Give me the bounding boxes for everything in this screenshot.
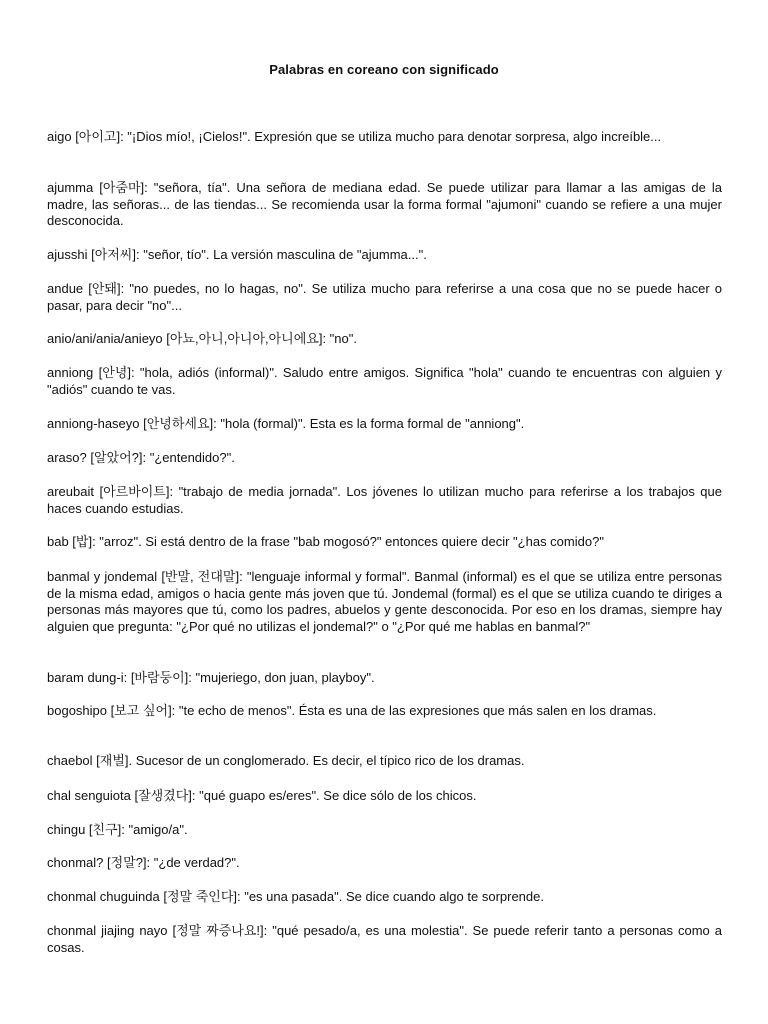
entry-chaebol: chaebol [재벌]. Sucesor de un conglomerado. Es decir, el típico rico de los dramas. (47, 753, 525, 768)
entry-chingu: chingu [친구]: "amigo/a". (47, 822, 188, 837)
entry-anniong: anniong [안녕]: "hola, adiós (informal)". Saludo entre amigos. Significa "hola" cuando te encuentras con alguien y "adiós" cuando te vas. (47, 365, 722, 397)
entry-chal-senguiota: chal senguiota [잘생겼다]: "qué guapo es/eres". Se dice sólo de los chicos. (47, 788, 477, 803)
entry-ajumma: ajumma [아줌마]: "señora, tía". Una señora de mediana edad. Se puede utilizar para llamar a las amigas de la madre, las señoras... de las tiendas... Se recomienda usar la forma formal "ajumoni" cuando se refiere a una mujer desconocida. (47, 180, 722, 228)
entry-areubait: areubait [아르바이트]: "trabajo de media jornada". Los jóvenes lo utilizan mucho para referirse a los trabajos que haces cuando estudias. (47, 484, 722, 516)
entry-bogoshipo: bogoshipo [보고 싶어]: "te echo de menos". Ésta es una de las expresiones que más salen en los dramas. (47, 703, 657, 718)
entry-anio: anio/ani/ania/anieyo [아뇨,아니,아니아,아니에요]: "no". (47, 331, 357, 346)
entry-baram-dung-i: baram dung-i: [바람둥이]: "mujeriego, don juan, playboy". (47, 670, 375, 685)
entry-bab: bab [밥]: "arroz". Si está dentro de la frase "bab mogosó?" entonces quiere decir "¿has comido?" (47, 534, 604, 549)
entry-andue: andue [안돼]: "no puedes, no lo hagas, no". Se utiliza mucho para referirse a una cosa que no se puede hacer o pasar, para decir "no"... (47, 281, 722, 313)
entry-anniong-haseyo: anniong-haseyo [안녕하세요]: "hola (formal)". Esta es la forma formal de "anniong". (47, 416, 525, 431)
entry-chonmal-jiajing-nayo: chonmal jiajing nayo [정말 짜증나요!]: "qué pesado/a, es una molestia". Se puede referir tanto a personas como a cosas. (47, 923, 722, 955)
entry-ajusshi: ajusshi [아저씨]: "señor, tío". La versión masculina de "ajumma...". (47, 247, 427, 262)
entry-chonmal-chuguinda: chonmal chuguinda [정말 죽인다]: "es una pasada". Se dice cuando algo te sorprende. (47, 889, 544, 904)
entry-araso: araso? [알았어?]: "¿entendido?". (47, 450, 235, 465)
entry-aigo: aigo [아이고]: "¡Dios mío!, ¡Cielos!". Expresión que se utiliza mucho para denotar sorpresa, algo increíble... (47, 129, 662, 144)
page-title: Palabras en coreano con significado (269, 62, 499, 77)
entry-banmal-jondemal: banmal y jondemal [반말, 전대말]: "lenguaje informal y formal". Banmal (informal) es el que se utiliza entre personas de la misma edad, amigos o hacia gente más joven que tú. Jondemal (formal) es el que se utiliza cuando te diriges a personas más mayores que tú, como los padres, abuelos y gente desconocida. Por eso en los dramas, siempre hay alguien que pregunta: "¿Por qué no utilizas el jondemal?" o "¿Por qué me hablas en banmal?" (47, 569, 722, 634)
entry-chonmal: chonmal? [정말?]: "¿de verdad?". (47, 855, 240, 870)
